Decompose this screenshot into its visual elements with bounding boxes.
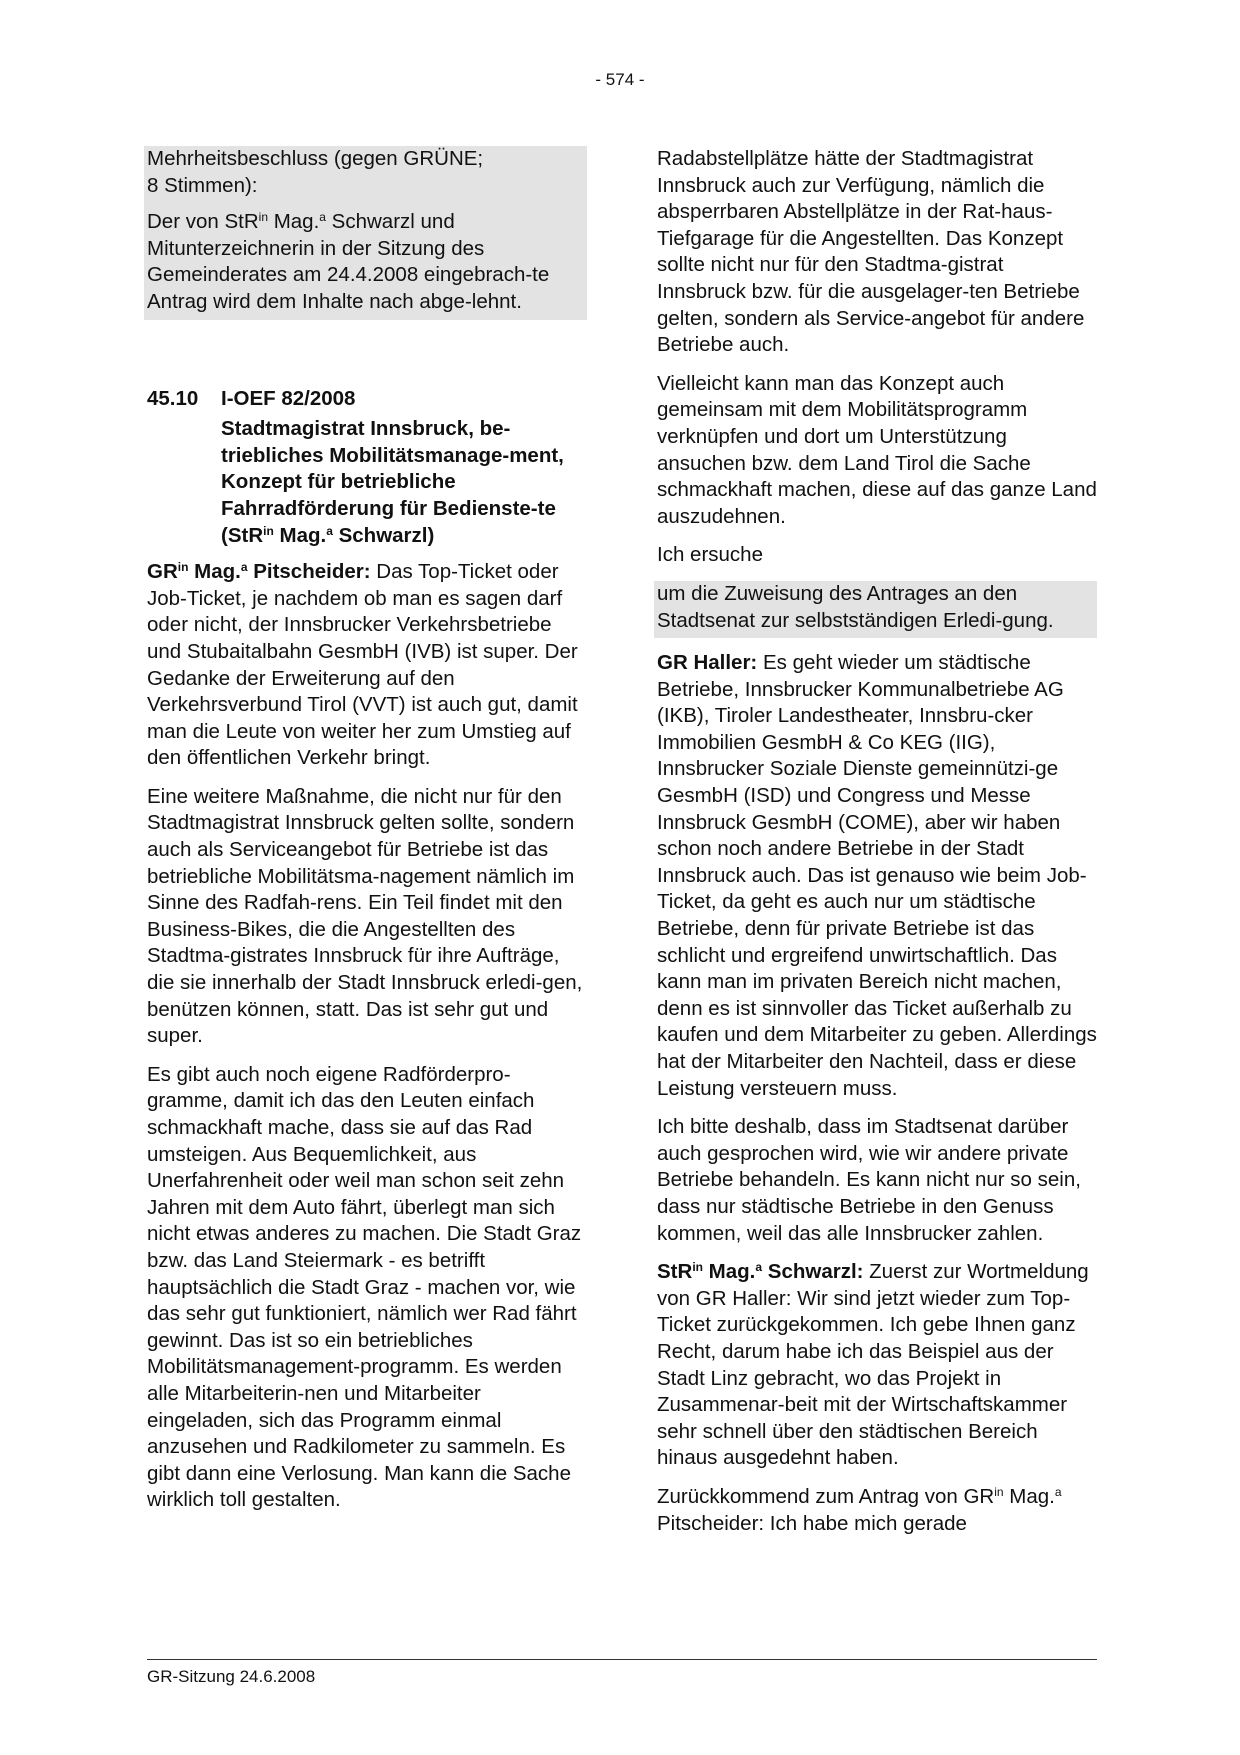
speech-pitscheider-2: Eine weitere Maßnahme, die nicht nur für den Stadtmagistrat Innsbruck gelten sollte, sondern auch als Serviceangebot für Betriebe ist das betriebliche Mobilitätsma-nagement nämlich im Sinne des Radfah-rens. Ein Teil findet mit den Business-Bikes, die die Angestellten des Stadtma-gistrates Innsbruck für ihre Aufträge, die sie innerhalb der Stadt Innsbruck erledi-gen, benützen können, statt. Das ist sehr gut und super. xyxy=(147,784,583,1048)
speech-pitscheider-6: Ich ersuche xyxy=(657,543,763,567)
item-heading xyxy=(147,386,587,413)
speech-schwarzl-2: Zurückkommend zum Antrag von $GR^{in}$ Mag.$^a$ Pitscheider: Ich habe mich gerade xyxy=(657,1484,1062,1535)
speech-haller-1: GR Haller: Es geht wieder um städtische Betriebe, Innsbrucker Kommunalbetriebe AG (IKB), Tiroler Landestheater, Innsbru-cker Immobilien GesmbH & Co KEG (IIG), Innsbrucker Soziale Dienste gemeinnützi-ge GesmbH (ISD) und Congress und Messe Innsbruck GesmbH (COME), aber wir haben schon noch andere Betriebe in der Stadt Innsbruck auch. Das ist genauso wie beim Job-Ticket, da geht es auch nur um städtische Betriebe, denn für private Betriebe ist das schlicht und ergreifend unwirtschaftlich. Das kann man im privaten Bereich nicht machen, denn es ist sinnvoller das Ticket außerhalb zu kaufen und dem Mitarbeiter zu geben. Allerdings hat der Mitarbeiter den Nachteil, dass er diese Leistung versteuern muss. xyxy=(657,651,1097,1100)
speaker-name: StR$^{in}$ Mag.$^a$ Schwarzl: xyxy=(657,1260,864,1284)
decision-box xyxy=(144,146,587,320)
decision-text: Der von StR$^{in}$ Mag.$^a$ Schwarzl und Mitunterzeichnerin in der Sitzung des Gemeinderates am 24.4.2008 eingebrach-te Antrag wird dem Inhalte nach abge-lehnt. xyxy=(147,210,550,313)
speech-pitscheider-1: $GR^{in}$ Mag.$^a$ Pitscheider: Das Top-Ticket oder Job-Ticket, je nachdem ob man es sagen darf oder nicht, der Innsbrucker Verkehrsbetriebe und Stubaitalbahn GesmbH (IVB) ist super. Der Gedanke der Erweiterung auf den Verkehrsverbund Tirol (VVT) ist auch gut, damit man die Leute von weiter her zum Umstieg auf den öffentlichen Verkehr bringt. xyxy=(147,560,578,770)
speech-pitscheider-5: Vielleicht kann man das Konzept auch gemeinsam mit dem Mobilitätsprogramm verknüpfen und dort um Unterstützung ansuchen bzw. dem Land Tirol die Sache schmackhaft machen, diese auf das ganze Land auszudehnen. xyxy=(657,371,1097,528)
item-code: I-OEF 82/2008 xyxy=(221,386,356,410)
request-text: um die Zuweisung des Antrages an den Stadtsenat zur selbstständigen Erledi-gung. xyxy=(657,581,1054,632)
speech-pitscheider-4: Radabstellplätze hätte der Stadtmagistrat Innsbruck auch zur Verfügung, nämlich die absperrbaren Abstellplätze in der Rat-haus-Tiefgarage für die Angestellten. Das Konzept sollte nicht nur für den Stadtma-gistrat Innsbruck bzw. für die ausgelager-ten Betriebe gelten, sondern als Service-angebot für andere Betriebe auch. xyxy=(657,147,1085,357)
speech-schwarzl-1: StR$^{in}$ Mag.$^a$ Schwarzl: Zuerst zur Wortmeldung von GR Haller: Wir sind jetzt wieder zum Top-Ticket zurückgekommen. Ich gebe Ihnen ganz Recht, darum habe ich das Beispiel aus der Stadt Linz gebracht, wo das Projekt in Zusammenar-beit mit der Wirtschaftskammer sehr schnell über den städtischen Bereich hinaus ausgedehnt haben. xyxy=(657,1260,1089,1470)
footer-text: GR-Sitzung 24.6.2008 xyxy=(147,1667,316,1686)
page-number: - 574 - xyxy=(595,70,645,89)
left-column xyxy=(147,146,587,1526)
speaker-name: $GR^{in}$ Mag.$^a$ Pitscheider: xyxy=(147,560,371,584)
item-title: Stadtmagistrat Innsbruck, be-triebliches Mobilitätsmanage-ment, Konzept für betriebliche Fahrradförderung für Bedienste-te (StR$^{in}$ Mag.$^a$ Schwarzl) xyxy=(221,417,564,547)
request-box xyxy=(654,581,1097,638)
speaker-name: GR Haller: xyxy=(657,651,758,675)
footer-divider xyxy=(147,1659,1097,1660)
speech-pitscheider-3: Es gibt auch noch eigene Radförderpro-gramme, damit ich das den Leuten einfach schmackhaft mache, dass sie auf das Rad umsteigen. Aus Bequemlichkeit, aus Unerfahrenheit oder weil man schon seit zehn Jahren mit dem Auto fährt, überlegt man sich nicht etwas anderes zu machen. Die Stadt Graz bzw. das Land Steiermark - es betrifft hauptsächlich die Stadt Graz - machen vor, wie das sehr gut funktioniert, nämlich wer Rad fährt gewinnt. Das ist so ein betriebliches Mobilitätsmanagement-programm. Es werden alle Mitarbeiterin-nen und Mitarbeiter eingeladen, sich das Programm einmal anzusehen und Radkilometer zu sammeln. Es gibt dann eine Verlosung. Man kann die Sache wirklich toll gestalten. xyxy=(147,1062,582,1512)
item-number: 45.10 xyxy=(147,386,199,410)
decision-heading: Mehrheitsbeschluss (gegen GRÜNE; 8 Stimmen): xyxy=(147,147,484,197)
right-column xyxy=(657,146,1097,1549)
speech-haller-2: Ich bitte deshalb, dass im Stadtsenat darüber auch gesprochen wird, wie wir andere private Betriebe behandeln. Es kann nicht nur so sein, dass nur städtische Betriebe in den Genuss kommen, weil das alle Innsbrucker zahlen. xyxy=(657,1115,1081,1245)
